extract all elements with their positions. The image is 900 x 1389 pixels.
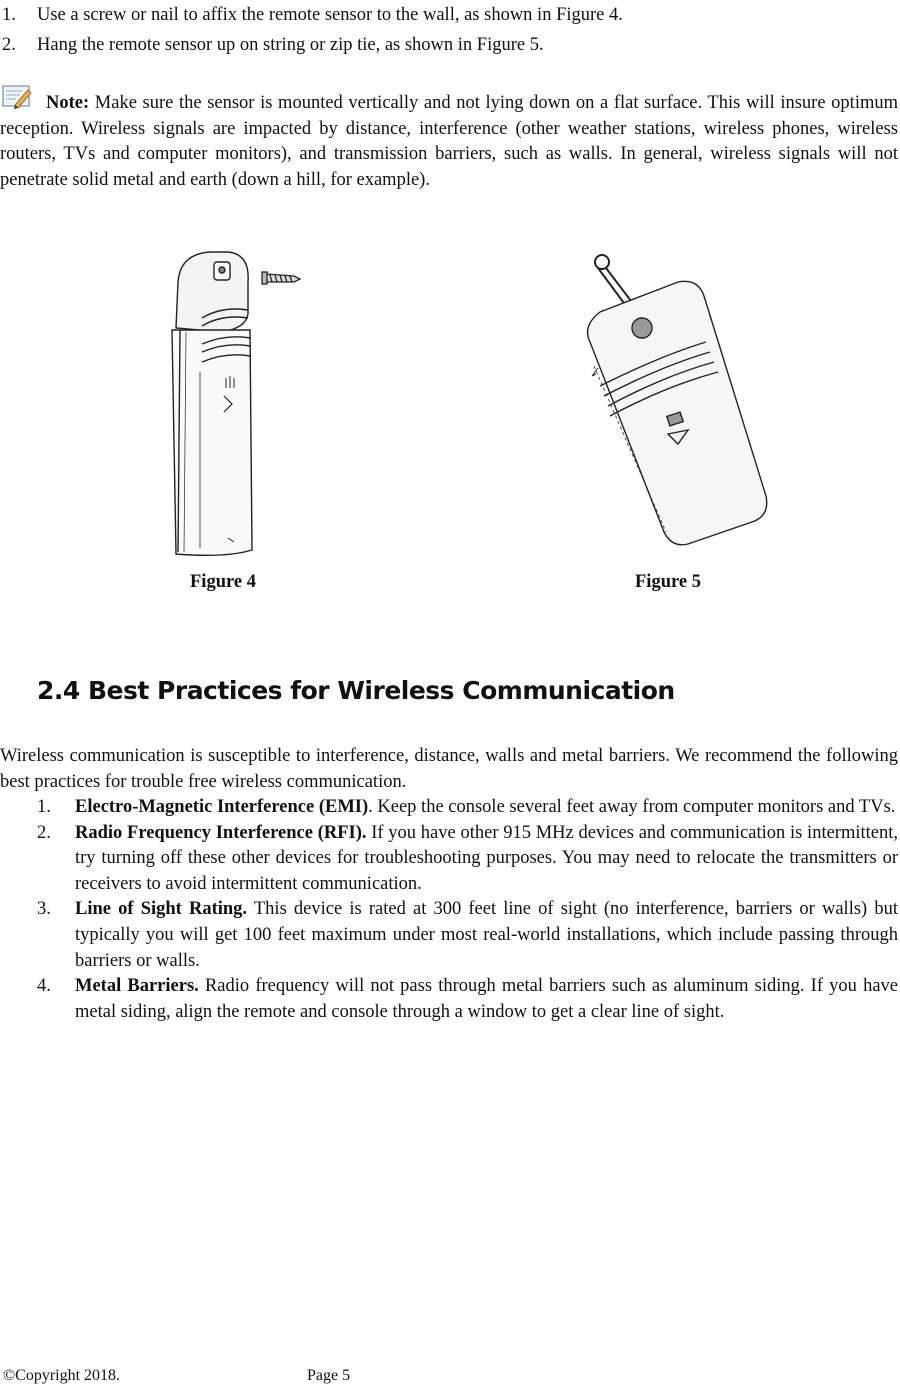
practice-number: 4. [37, 976, 51, 997]
step-text: Hang the remote sensor up on string or zip tie, as shown in Figure 5. [37, 35, 544, 55]
section-intro: Wireless communication is susceptible to interference, distance, walls and metal barriers. We recommend the following best practices for trouble free wireless communication. [0, 746, 898, 792]
step-number: 2. [2, 35, 16, 55]
note-text: Make sure the sensor is mounted vertically and not lying down on a flat surface. This will insure optimum reception. Wireless signals are impacted by distance, interference (other weather stations, wireless phones, wireless routers, TVs and computer monitors), and transmission barriers, such as walls. In general, wireless signals will not penetrate solid metal and earth (down a hill, for example). [0, 93, 898, 190]
figure-5-hanging-image [580, 246, 780, 546]
page-number: Page 5 [307, 1367, 351, 1384]
step-text: Use a screw or nail to affix the remote sensor to the wall, as shown in Figure 4. [37, 5, 623, 25]
list-item [0, 795, 900, 821]
note-paragraph [0, 84, 898, 193]
note-pencil-icon [2, 84, 32, 110]
figure-5-caption: Figure 5 [635, 572, 701, 592]
list-item [0, 821, 900, 898]
practice-text: This device is rated at 300 feet line of sight (no interference, barriers or walls) but typically you will get 100 feet maximum under most real-world installations, which include passing through barriers or walls. [75, 899, 898, 971]
practice-number: 3. [37, 899, 51, 920]
practice-text: Radio frequency will not pass through metal barriers such as aluminum siding. If you have metal siding, align the remote and console through a window to get a clear line of sight. [75, 976, 898, 1022]
mounting-steps [0, 0, 900, 60]
figures-area [0, 240, 900, 610]
practice-number: 1. [37, 797, 51, 817]
best-practices-list [0, 795, 900, 1025]
practice-title: Line of Sight Rating. [75, 899, 248, 920]
list-item [0, 974, 900, 1025]
practice-number: 2. [37, 822, 51, 843]
figure-4-caption: Figure 4 [190, 572, 256, 592]
list-item [0, 30, 900, 60]
practice-title: Metal Barriers. [75, 976, 199, 997]
list-item [0, 0, 900, 30]
practice-text: If you have other 915 MHz devices and communication is intermittent, try turning off these other devices for troubleshooting purposes. You may need to relocate the transmitters or receivers to avoid intermittent communication. [75, 822, 898, 894]
practice-title: Radio Frequency Interference (RFI). [75, 822, 367, 843]
note-label: Note: [46, 93, 90, 113]
list-item [0, 897, 900, 974]
section-heading: 2.4 Best Practices for Wireless Communication [37, 676, 675, 705]
practice-title: Electro-Magnetic Interference (EMI) [75, 797, 369, 817]
copyright-text: ©Copyright 2018. [3, 1367, 121, 1384]
practice-text: . Keep the console several feet away from computer monitors and TVs. [368, 797, 896, 817]
step-number: 1. [2, 5, 16, 25]
figure-4-wall-mount-image [166, 248, 306, 560]
